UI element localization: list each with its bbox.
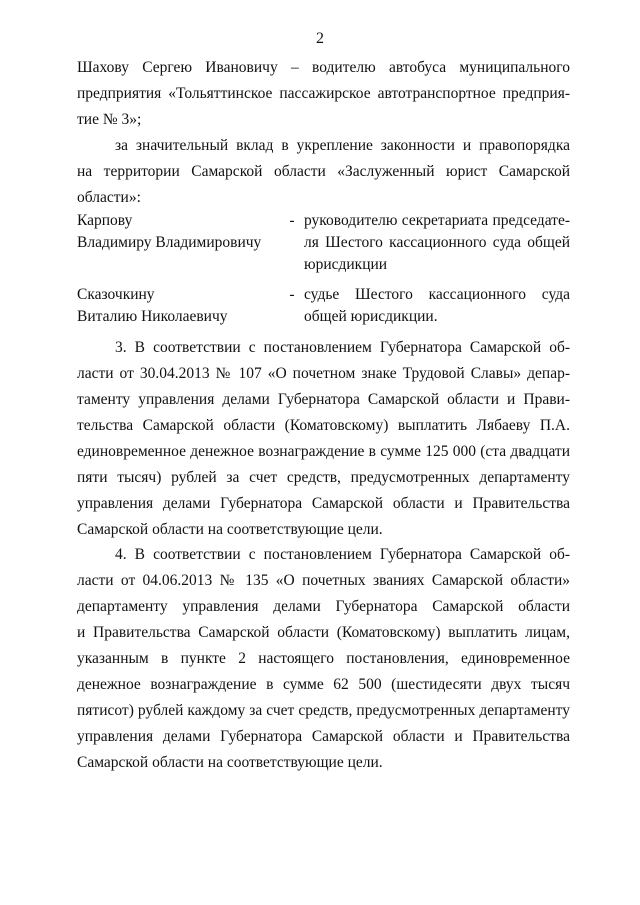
text-line: 3. В соответствии с постановлением Губернатора Самарской об- xyxy=(115,339,570,356)
text-line: денежное вознаграждение в сумме 62 500 (шестидесяти двух тысяч xyxy=(77,676,570,693)
merit-paragraph xyxy=(77,133,570,211)
dash-separator: - xyxy=(289,286,295,303)
text-line: управления делами Губернатора Самарской области и Правительства xyxy=(77,728,570,745)
text-line: руководителю секретариата председате- xyxy=(304,212,570,229)
awardee-entry xyxy=(77,210,570,280)
text-line: Самарской области на соответствующие цели. xyxy=(77,521,383,538)
text-line: управления делами Губернатора Самарской области и Правительства xyxy=(77,495,570,512)
text-line: единовременное денежное вознаграждение в сумме 125 000 (ста двадцати xyxy=(77,443,570,460)
intro-paragraph xyxy=(77,55,570,133)
text-line: судье Шестого кассационного суда xyxy=(304,286,570,303)
awardee-given-names: Владимиру Владимировичу xyxy=(77,234,262,251)
text-line: тие № 3»; xyxy=(77,111,142,128)
text-line: предприятия «Тольяттинское пассажирское автотранспортное предприя- xyxy=(77,85,570,102)
text-line: пятисот) рублей каждому за счет средств, предусмотренных департаменту xyxy=(77,702,570,719)
text-line: на территории Самарской области «Заслуженный юрист Самарской xyxy=(77,163,570,180)
text-line: области»: xyxy=(77,189,141,206)
text-line: таменту управления делами Губернатора Самарской области и Прави- xyxy=(77,391,570,408)
awardee-name xyxy=(77,284,277,328)
text-line: ласти от 04.06.2013 № 135 «О почетных званиях Самарской области» xyxy=(77,572,570,589)
text-line: и Правительства Самарской области (Коматовскому) выплатить лицам, xyxy=(77,624,570,641)
section-3-paragraph xyxy=(77,335,570,543)
text-line: пяти тысяч) рублей за счет средств, предусмотренных департаменту xyxy=(77,469,570,486)
text-line: ля Шестого кассационного суда общей xyxy=(304,234,570,251)
awardee-surname: Сказочкину xyxy=(77,286,155,303)
text-line: общей юрисдикции. xyxy=(304,308,438,325)
dash-separator: - xyxy=(289,212,295,229)
awardee-name xyxy=(77,210,277,254)
text-line: за значительный вклад в укрепление законности и правопорядка xyxy=(115,137,570,154)
page-number: 2 xyxy=(316,30,324,47)
awardee-entry xyxy=(77,284,570,332)
text-line: тельства Самарской области (Коматовскому) выплатить Лябаеву П.А. xyxy=(77,417,570,434)
awardee-surname: Карпову xyxy=(77,212,133,229)
text-line: 4. В соответствии с постановлением Губернатора Самарской об- xyxy=(115,546,570,563)
awardee-position xyxy=(304,210,570,276)
text-line: Самарской области на соответствующие цели. xyxy=(77,754,383,771)
text-line: указанным в пункте 2 настоящего постановления, единовременное xyxy=(77,650,570,667)
text-line: юрисдикции xyxy=(304,256,388,273)
awardee-given-names: Виталию Николаевичу xyxy=(77,308,228,325)
text-line: департаменту управления делами Губернатора Самарской области xyxy=(77,598,570,615)
section-4-paragraph xyxy=(77,542,570,776)
text-line: ласти от 30.04.2013 № 107 «О почетном знаке Трудовой Славы» депар- xyxy=(77,365,570,382)
text-line: Шахову Сергею Ивановичу – водителю автобуса муниципального xyxy=(77,59,570,76)
awardee-position xyxy=(304,284,570,328)
